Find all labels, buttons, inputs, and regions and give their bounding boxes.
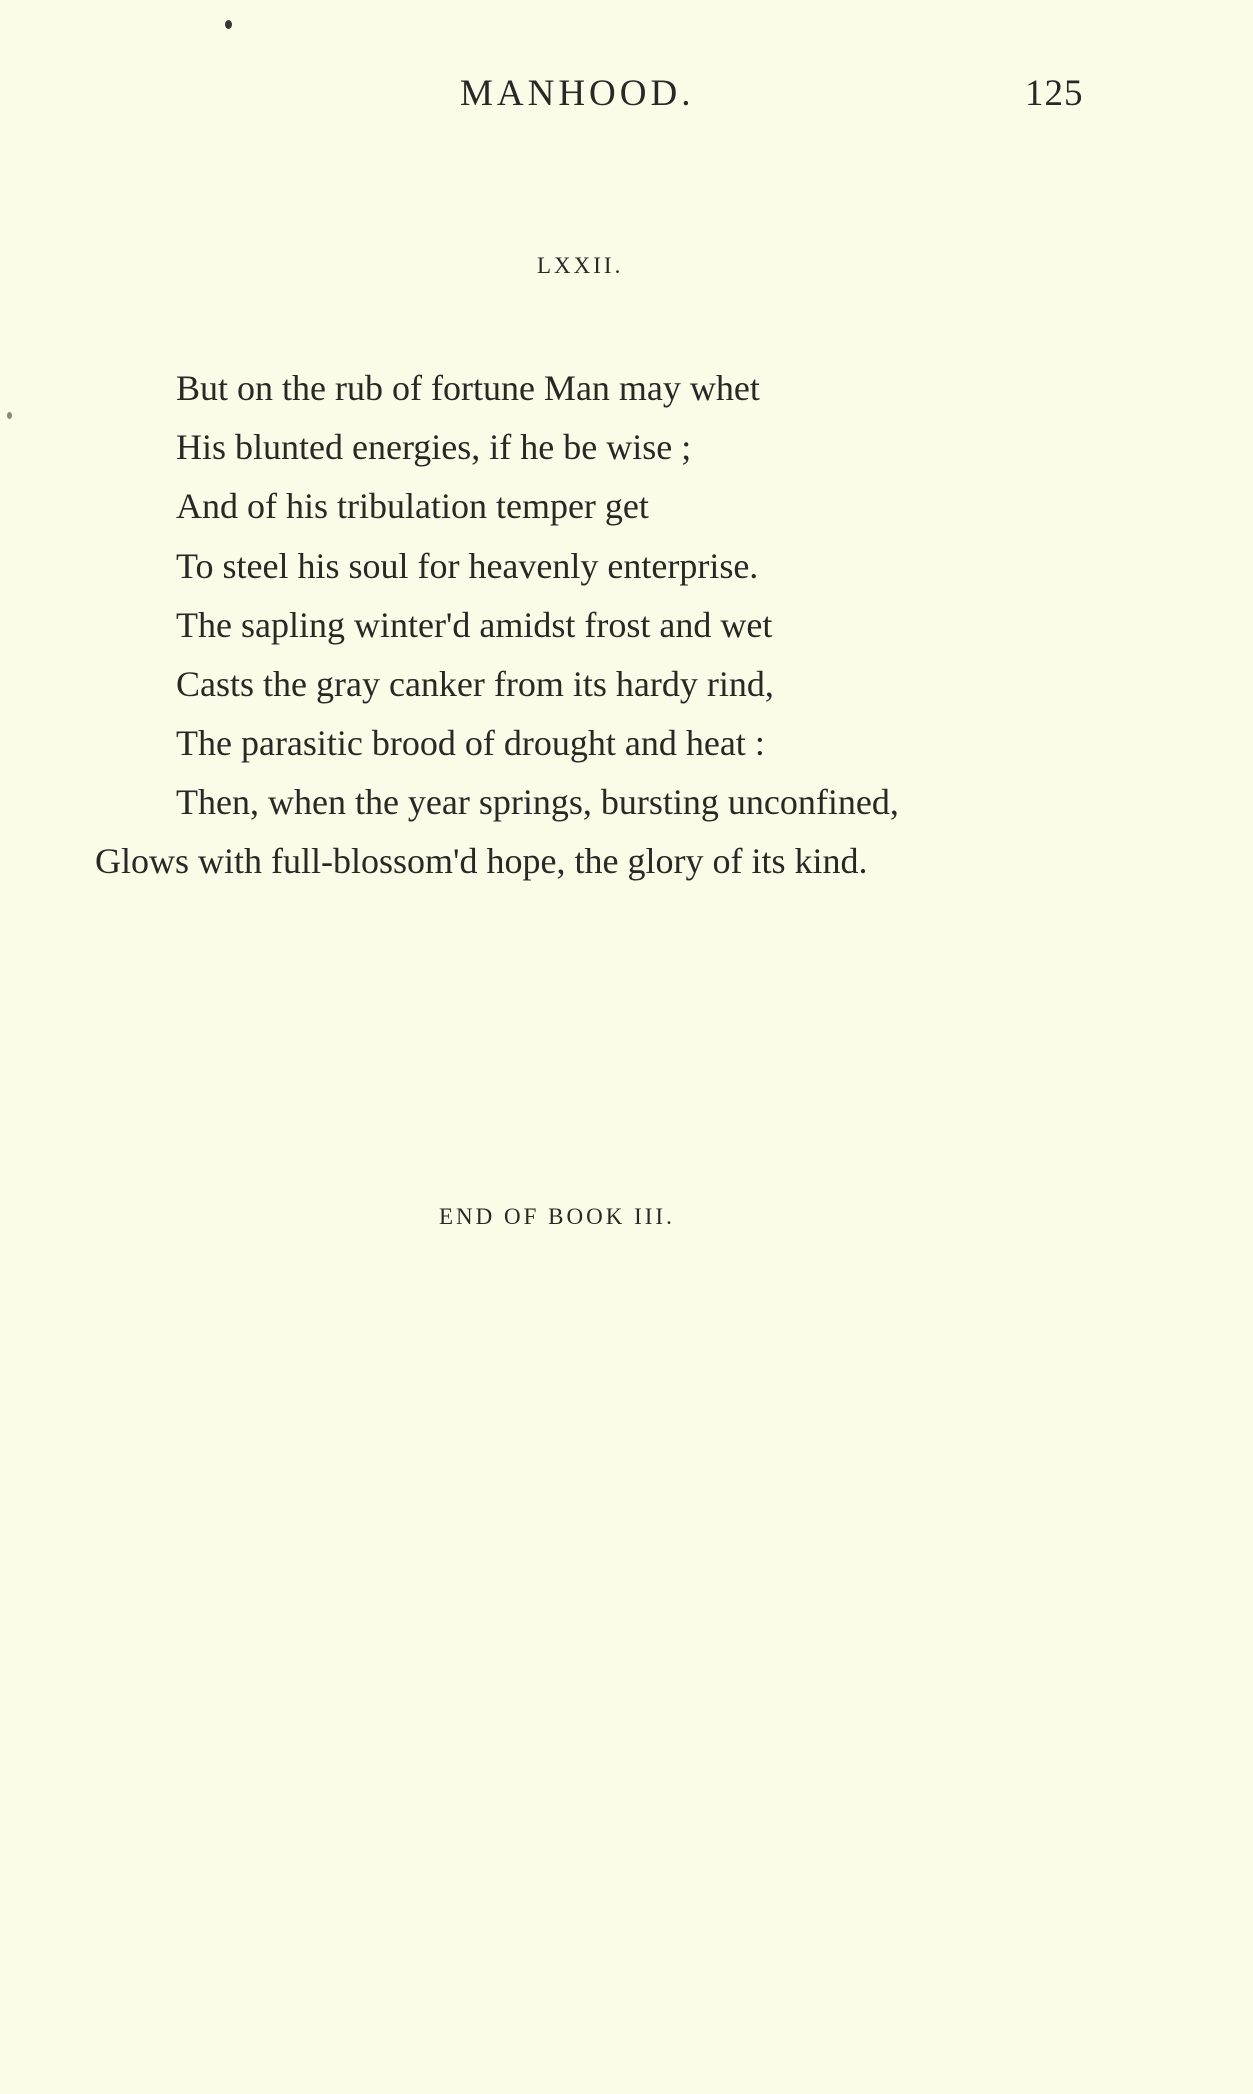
ink-speck xyxy=(225,20,232,29)
end-of-book-colophon: END OF BOOK III. xyxy=(439,1204,675,1229)
poem-line: The parasitic brood of drought and heat : xyxy=(176,723,765,763)
page-number: 125 xyxy=(1025,73,1084,114)
poem-line: But on the rub of fortune Man may whet xyxy=(176,368,760,408)
poem-line: Then, when the year springs, bursting unconfined, xyxy=(176,782,899,822)
poem-line: The sapling winter'd amidst frost and wet xyxy=(176,605,773,645)
poem-line: Casts the gray canker from its hardy rind, xyxy=(176,664,774,704)
poem-line: To steel his soul for heavenly enterprise. xyxy=(176,546,759,586)
running-head xyxy=(0,72,1253,122)
poem-line: His blunted energies, if he be wise ; xyxy=(176,427,692,467)
stanza-number: LXXII. xyxy=(537,253,624,278)
poem-line: Glows with full-blossom'd hope, the glory of its kind. xyxy=(95,841,868,881)
poem-line: And of his tribulation temper get xyxy=(176,486,649,526)
ink-speck xyxy=(7,412,12,419)
running-title: MANHOOD. xyxy=(460,73,695,114)
